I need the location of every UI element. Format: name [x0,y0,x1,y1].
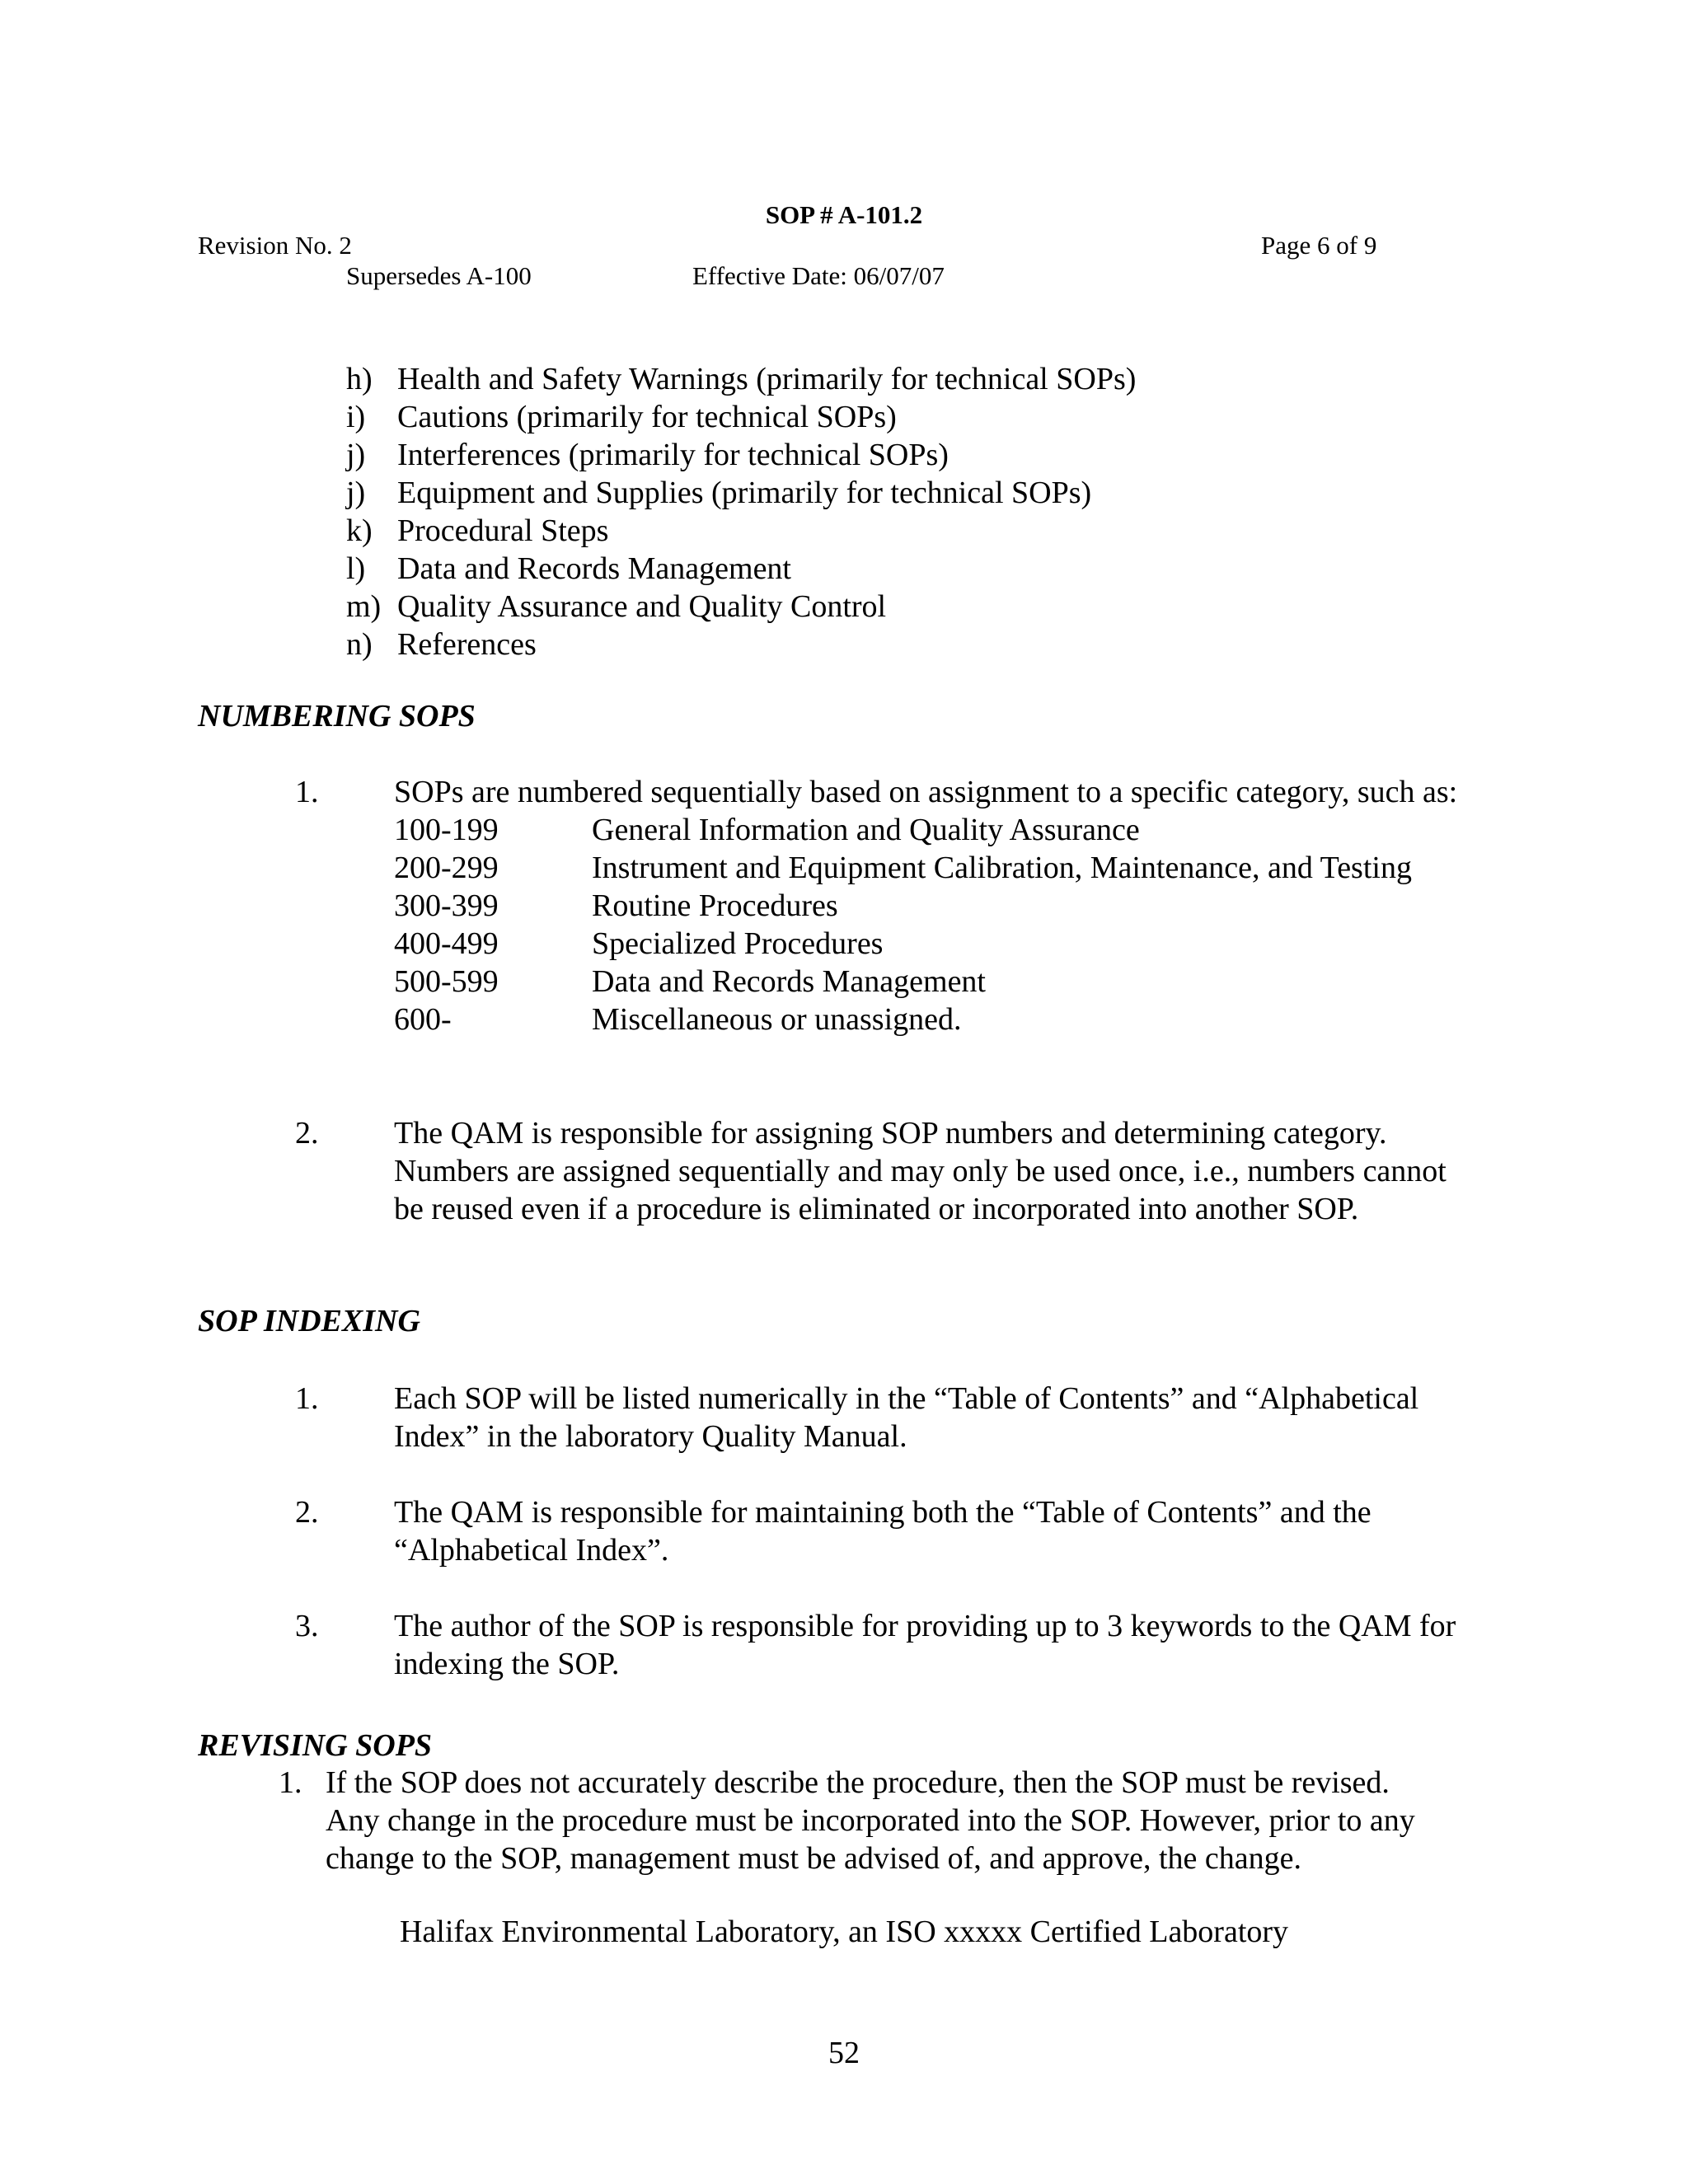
category-row [394,1001,1498,1038]
category-row [394,811,1498,849]
list-marker: m) [346,589,382,624]
page-number: 52 [828,2036,860,2070]
category-label: Routine Procedures [592,888,838,923]
category-range: 400-499 [394,926,499,961]
list-item-text: References [397,627,537,662]
list-item-text: Quality Assurance and Quality Control [397,589,887,624]
item-text: The QAM is responsible for maintaining both the “Table of Contents” and the “Alphabetical Index”. [394,1495,1372,1568]
category-range: 500-599 [394,964,499,999]
list-marker: j) [346,476,366,510]
sop-indexing-heading: SOP INDEXING [198,1304,420,1338]
sop-sections-list [346,360,1136,663]
list-item-text: Procedural Steps [397,513,609,548]
sop-number-title: SOP # A-101.2 [765,200,923,229]
item-number: 1. [279,1765,302,1800]
item-number: 2. [295,1495,319,1530]
item-number: 2. [295,1116,319,1151]
laboratory-footer: Halifax Environmental Laboratory, an ISO xxxxx Certified Laboratory [399,1915,1289,1949]
revision-number: Revision No. 2 [198,231,352,260]
category-label: General Information and Quality Assurance [592,813,1140,847]
list-item [346,626,1136,663]
list-item [346,588,1136,626]
indexing-item-3 [198,1607,1490,1683]
category-row [394,887,1498,925]
category-label: Instrument and Equipment Calibration, Maintenance, and Testing [592,851,1412,885]
item-body [394,773,1498,1038]
category-row [394,925,1498,963]
item-number: 1. [295,1381,319,1416]
category-row [394,963,1498,1001]
category-label: Data and Records Management [592,964,986,999]
supersedes-note: Supersedes A-100 [346,261,532,290]
category-table [394,811,1498,1038]
category-range: 600- [394,1002,452,1037]
revising-item-1 [198,1764,1430,1877]
list-marker: n) [346,627,373,662]
list-item-text: Data and Records Management [397,551,791,586]
item-number: 3. [295,1609,319,1643]
indexing-item-1 [198,1380,1507,1455]
effective-date: Effective Date: 06/07/07 [692,261,945,290]
item-text: The author of the SOP is responsible for providing up to 3 keywords to the QAM for indexing the SOP. [394,1609,1456,1681]
category-label: Specialized Procedures [592,926,884,961]
item-text: Each SOP will be listed numerically in the “Table of Contents” and “Alphabetical Index” in the laboratory Quality Manual. [394,1381,1419,1454]
numbering-sops-heading: NUMBERING SOPS [198,699,476,733]
list-item [346,512,1136,550]
item-text: If the SOP does not accurately describe the procedure, then the SOP must be revised. Any change in the procedure must be incorporated into the SOP. However, prior to any change to the SOP, management must be advised of, and approve, the change. [326,1765,1415,1876]
list-item [346,474,1136,512]
list-item [346,550,1136,588]
item-number: 1. [295,775,319,809]
list-item [346,436,1136,474]
numbering-item-2 [198,1114,1474,1228]
category-range: 100-199 [394,813,499,847]
item-text: The QAM is responsible for assigning SOP numbers and determining category. Numbers are assigned sequentially and may only be used once, i.e., numbers cannot be reused even if a procedure is eliminated or incorporated into another SOP. [394,1116,1447,1226]
list-marker: l) [346,551,366,586]
list-item [346,360,1136,398]
list-item-text: Cautions (primarily for technical SOPs) [397,400,897,434]
category-range: 300-399 [394,888,499,923]
category-label: Miscellaneous or unassigned. [592,1002,962,1037]
list-item-text: Equipment and Supplies (primarily for technical SOPs) [397,476,1092,510]
page-indicator: Page 6 of 9 [1261,231,1377,260]
list-item-text: Interferences (primarily for technical SOPs) [397,438,949,472]
list-marker: h) [346,362,373,396]
list-item-text: Health and Safety Warnings (primarily for technical SOPs) [397,362,1137,396]
category-range: 200-299 [394,851,499,885]
list-marker: j) [346,438,366,472]
list-marker: i) [346,400,366,434]
numbering-item-1 [198,773,1498,1038]
item-text: SOPs are numbered sequentially based on assignment to a specific category, such as: [394,775,1458,809]
list-marker: k) [346,513,373,548]
category-row [394,849,1498,887]
revising-sops-heading: REVISING SOPS [198,1728,433,1763]
indexing-item-2 [198,1493,1465,1569]
list-item [346,398,1136,436]
